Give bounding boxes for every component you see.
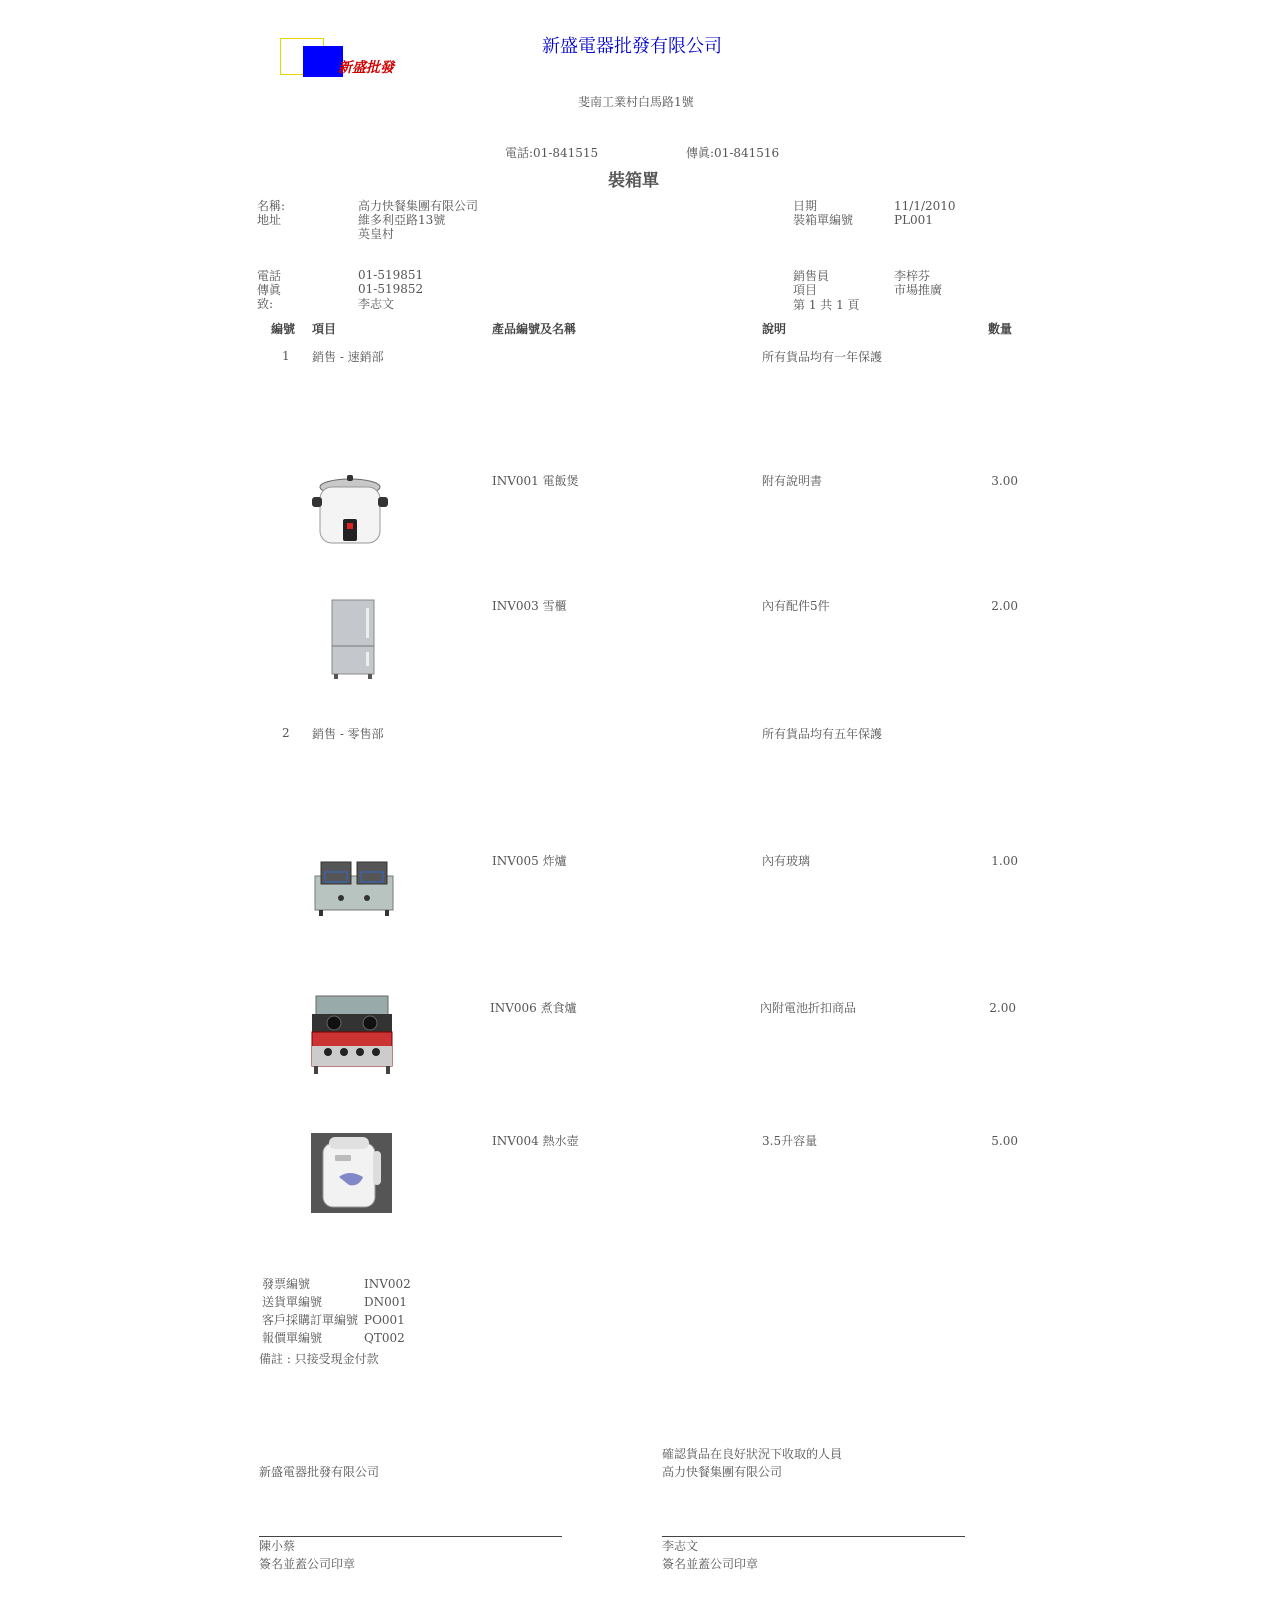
company-phone <box>505 144 598 161</box>
customer-address-label: 地址 <box>257 213 282 227</box>
refrigerator-icon <box>330 598 376 683</box>
company-phone-value: :01-841515 <box>529 146 599 160</box>
company-fax-label: 傳眞 <box>686 146 711 160</box>
sales-label: 銷售員 <box>793 269 830 283</box>
delivery-value: DN001 <box>364 1295 408 1309</box>
po-label: 客戶採購訂單編號 <box>262 1313 359 1327</box>
col-header-qty: 數量 <box>988 322 1013 336</box>
sign-left-company: 新盛電器批發有限公司 <box>259 1465 380 1479</box>
product-code-name: INV004 熱水壺 <box>492 1134 579 1148</box>
col-header-desc: 說明 <box>762 322 787 336</box>
product-qty: 3.00 <box>991 474 1018 488</box>
customer-phone: 01-519851 <box>358 268 424 282</box>
product-desc: 內有玻璃 <box>762 854 811 868</box>
product-code-name: INV001 電飯煲 <box>492 474 579 488</box>
col-header-product: 產品編號及名稱 <box>492 322 577 336</box>
remark: 備註 : 只接受現金付款 <box>259 1352 379 1366</box>
quote-value: QT002 <box>364 1331 405 1345</box>
date-label: 日期 <box>793 199 818 213</box>
group-desc: 所有貨品均有五年保護 <box>762 727 883 741</box>
group-no: 1 <box>282 349 290 363</box>
project-label: 項目 <box>793 283 818 297</box>
customer-fax: 01-519852 <box>358 282 424 296</box>
invoice-label: 發票編號 <box>262 1277 311 1291</box>
fryer-icon <box>311 856 397 923</box>
customer-address-line2: 英皇村 <box>358 227 395 241</box>
logo-text: 新盛批發 <box>338 60 394 76</box>
sales-value: 李梓芬 <box>894 269 931 283</box>
company-address: 斐南工業村白馬路1號 <box>578 95 694 109</box>
sign-left-person: 陳小蔡 <box>259 1539 296 1553</box>
product-code-name: INV005 炸爐 <box>492 854 567 868</box>
document-title: 裝箱單 <box>608 171 659 191</box>
company-fax <box>686 144 779 161</box>
sign-right-company: 高力快餐集團有限公司 <box>662 1465 783 1479</box>
sign-right-line <box>662 1536 965 1537</box>
product-desc: 附有說明書 <box>762 474 823 488</box>
product-qty: 2.00 <box>991 599 1018 613</box>
page-indicator: 第 1 共 1 頁 <box>793 298 860 312</box>
customer-name: 高力快餐集團有限公司 <box>358 199 479 213</box>
company-fax-value: :01-841516 <box>710 146 780 160</box>
product-code-name: INV006 煮食爐 <box>490 1001 577 1015</box>
product-desc: 內有配件5件 <box>762 599 830 613</box>
product-desc: 內附電池折扣商品 <box>760 1001 857 1015</box>
quote-label: 報價單編號 <box>262 1331 323 1345</box>
doc-no-label: 裝箱單編號 <box>793 213 854 227</box>
customer-address-line1: 維多利亞路13號 <box>358 213 446 227</box>
thermo-pot-icon <box>311 1133 392 1216</box>
customer-to-label: 致: <box>257 297 274 311</box>
logo-block <box>303 46 343 77</box>
customer-to: 李志文 <box>358 297 395 311</box>
sign-left-line <box>259 1536 562 1537</box>
group-item: 銷售 - 零售部 <box>312 727 384 741</box>
sign-right-person: 李志文 <box>662 1539 699 1553</box>
group-desc: 所有貨品均有一年保護 <box>762 350 883 364</box>
date-value: 11/1/2010 <box>894 199 956 213</box>
company-name: 新盛電器批發有限公司 <box>542 36 722 57</box>
product-qty: 2.00 <box>989 1001 1016 1015</box>
product-desc: 3.5升容量 <box>762 1134 818 1148</box>
product-code-name: INV003 雪櫃 <box>492 599 567 613</box>
group-no: 2 <box>282 726 290 740</box>
product-qty: 1.00 <box>991 854 1018 868</box>
rice-cooker-icon <box>310 473 390 556</box>
company-phone-label: 電話 <box>505 146 530 160</box>
stove-icon <box>310 994 394 1079</box>
group-item: 銷售 - 速銷部 <box>312 350 384 364</box>
col-header-no: 編號 <box>271 322 296 336</box>
sign-right-note: 簽名並蓋公司印章 <box>662 1557 759 1571</box>
project-value: 市場推廣 <box>894 283 943 297</box>
customer-fax-label: 傳眞 <box>257 283 282 297</box>
customer-name-label: 名稱: <box>257 199 286 213</box>
customer-phone-label: 電話 <box>257 269 282 283</box>
col-header-item: 項目 <box>312 322 337 336</box>
po-value: PO001 <box>364 1313 405 1327</box>
sign-right-confirm: 確認貨品在良好狀況下收取的人員 <box>662 1447 843 1461</box>
product-qty: 5.00 <box>991 1134 1018 1148</box>
invoice-value: INV002 <box>364 1277 411 1291</box>
doc-no-value: PL001 <box>894 213 933 227</box>
sign-left-note: 簽名並蓋公司印章 <box>259 1557 356 1571</box>
delivery-label: 送貨單編號 <box>262 1295 323 1309</box>
